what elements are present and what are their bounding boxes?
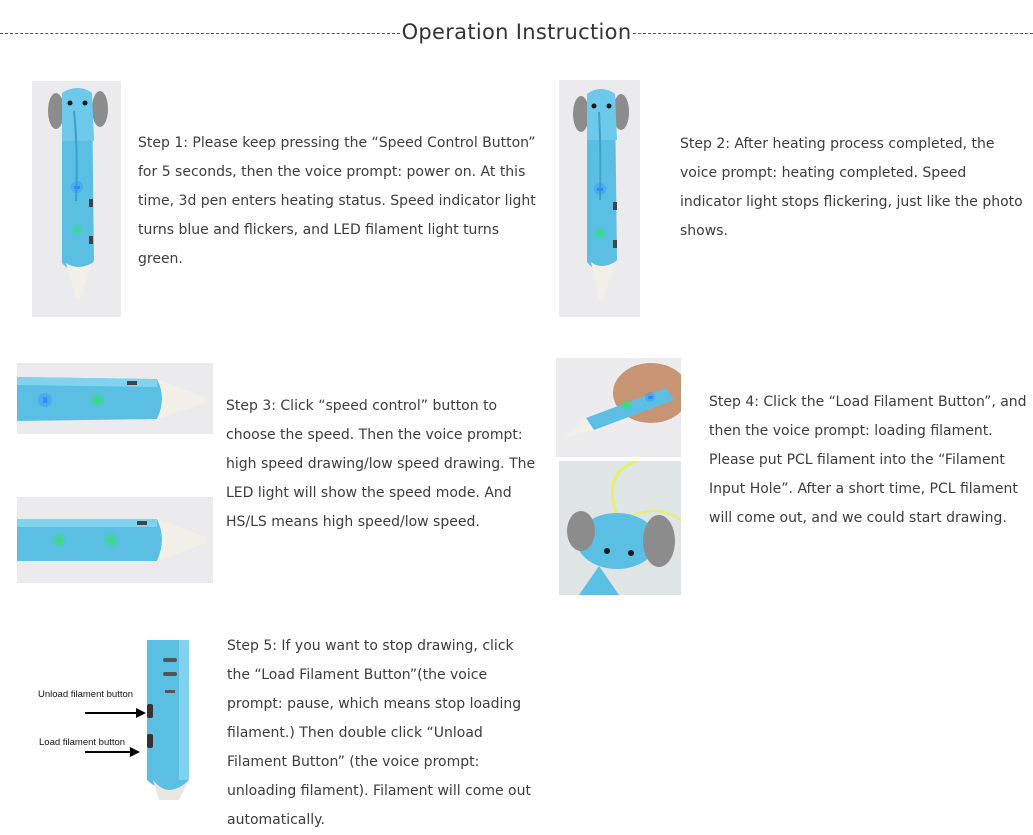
load-button bbox=[147, 734, 153, 748]
step3-photo-low-speed bbox=[17, 497, 213, 583]
step1-photo bbox=[32, 81, 121, 317]
elephant-ear-left bbox=[48, 93, 64, 129]
button-diagram-illustration bbox=[29, 640, 200, 800]
step4-text: Step 4: Click the “Load Filament Button”, and then the voice prompt: loading filament. Please put PCL filament into the “Filament Input Hole”. After a short time, PCL filament will come out, and we could start drawing. bbox=[709, 394, 1027, 526]
pen-vertical-illustration bbox=[32, 81, 121, 317]
elephant-ear-right bbox=[92, 91, 108, 127]
load-filament-label: Load filament button bbox=[39, 737, 126, 748]
unload-button bbox=[147, 704, 153, 718]
step2-text: Step 2: After heating process completed, the voice prompt: heating completed. Speed indicator light stops flickering, just like the photo shows. bbox=[680, 136, 1023, 239]
pen-in-hand-illustration bbox=[556, 358, 681, 457]
pen-vertical-illustration bbox=[559, 80, 640, 317]
step3-text: Step 3: Click “speed control” button to choose the speed. Then the voice prompt: high speed drawing/low speed drawing. The LED light will show the speed mode. And HS/LS means high speed/low speed. bbox=[226, 398, 536, 530]
page-title: Operation Instruction bbox=[401, 20, 632, 44]
step2-photo bbox=[559, 80, 640, 317]
pen-horizontal-illustration bbox=[17, 363, 213, 434]
filament-insert-illustration bbox=[559, 461, 681, 595]
unload-filament-label: Unload filament button bbox=[38, 689, 134, 700]
page-header bbox=[0, 18, 1033, 46]
pen-horizontal-illustration bbox=[17, 497, 213, 583]
step5-text: Step 5: If you want to stop drawing, click the “Load Filament Button”(the voice prompt: pause, which means stop loading filament.) Then double click “Unload Filament Button” (the voice prompt: unloading filament). Filament will come out automatically. bbox=[227, 638, 531, 828]
step5-diagram bbox=[29, 640, 200, 800]
header-dash-left bbox=[0, 33, 400, 34]
step3-photo-high-speed bbox=[17, 363, 213, 434]
step1-text: Step 1: Please keep pressing the “Speed Control Button” for 5 seconds, then the voice prompt: power on. At this time, 3d pen enters heating status. Speed indicator light turns blue and flickers, and LED filament light turns green. bbox=[138, 135, 536, 267]
step4-photo-filament bbox=[559, 461, 681, 595]
header-dash-right bbox=[633, 33, 1033, 34]
step4-photo-hand bbox=[556, 358, 681, 457]
